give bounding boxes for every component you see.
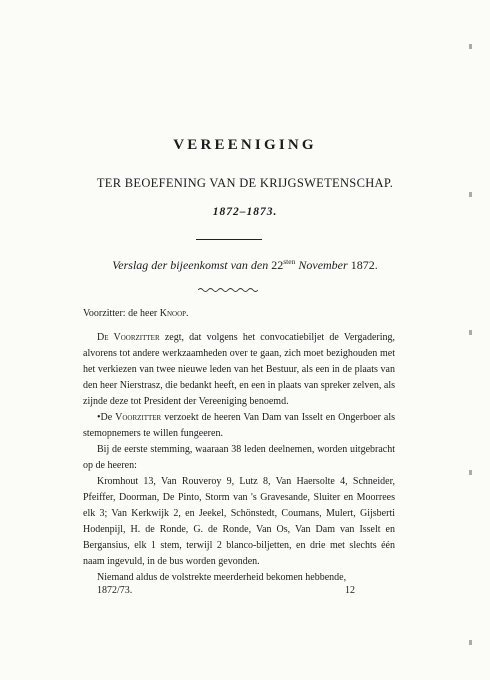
divider-rule: [196, 239, 262, 240]
page-number: 12: [345, 585, 355, 596]
subtitle: TER BEOEFENING VAN DE KRIJGSWETENSCHAP.: [96, 176, 394, 190]
body-text: [83, 330, 395, 586]
wavy-divider: [198, 287, 258, 293]
paragraph-1-text: zegt, dat volgens het convocatiebiljet de Vergadering, alvorens tot andere werkzaamheden over te gaan, zich moet bezighouden met het verkiezen van twee nieuwe leden van het Bestuur, als een in de plaats van den heer Nierstrasz, die bedankt heeft, en een in plaats van spreker zelven, als zijnde deze tot President der Vereeniging benoemd.: [83, 332, 395, 407]
voorzitter-smallcaps: De Voorzitter: [97, 332, 160, 343]
margin-mark: [469, 44, 472, 49]
verslag-after: November: [295, 258, 351, 272]
margin-mark: [469, 470, 472, 475]
paragraph-2-text: verzoekt de heeren Van Dam van Isselt en Ongerboer als stemopnemers te willen fungeeren.: [83, 412, 395, 439]
verslag-year: 1872.: [350, 258, 378, 272]
paragraph-2-start: •De: [97, 412, 116, 423]
margin-mark: [469, 640, 472, 645]
title: VEREENIGING: [173, 137, 317, 153]
footer-signature: 1872/73.: [97, 585, 133, 596]
voorzitter-line: [83, 306, 395, 322]
paragraph-5: Niemand aldus de volstrekte meerderheid bekomen hebbende,: [97, 572, 347, 583]
voorzitter-name: Knoop.: [159, 308, 189, 319]
verslag-day: 22: [271, 258, 284, 272]
verslag-sup: sten: [283, 257, 296, 266]
paragraph-3: Bij de eerste stemming, waaraan 38 leden deelnemen, worden uitgebracht op de heeren:: [83, 444, 395, 471]
paragraph-1: [83, 330, 395, 410]
years: 1872–1873.: [212, 206, 278, 218]
verslag-before: Verslag der bijeenkomst van den: [112, 258, 272, 272]
voorzitter-label: Voorzitter: de heer: [83, 308, 160, 319]
margin-mark: [469, 192, 472, 197]
margin-mark: [469, 330, 472, 335]
voorzitter-smallcaps: Voorzitter: [115, 412, 162, 423]
paragraph-4: Kromhout 13, Van Rouveroy 9, Lutz 8, Van Haersolte 4, Schneider, Pfeiffer, Doorman, De Pinto, Storm van 's Gravesande, Sluiter en Moorrees elk 3; Van Kerkwijk 2, en Jeekel, Schönstedt, Coumans, Mulert, Gijsberti Hodenpijl, H. de Ronde, G. de Ronde, Van Os, Van Dam van Isselt en Bergansius, elk 1 stem, terwijl 2 blanco-biljetten, en drie met slechts één naam ingevuld, in de bus worden gevonden.: [83, 476, 395, 567]
verslag-line: [0, 257, 490, 273]
paragraph-2: [83, 410, 395, 442]
